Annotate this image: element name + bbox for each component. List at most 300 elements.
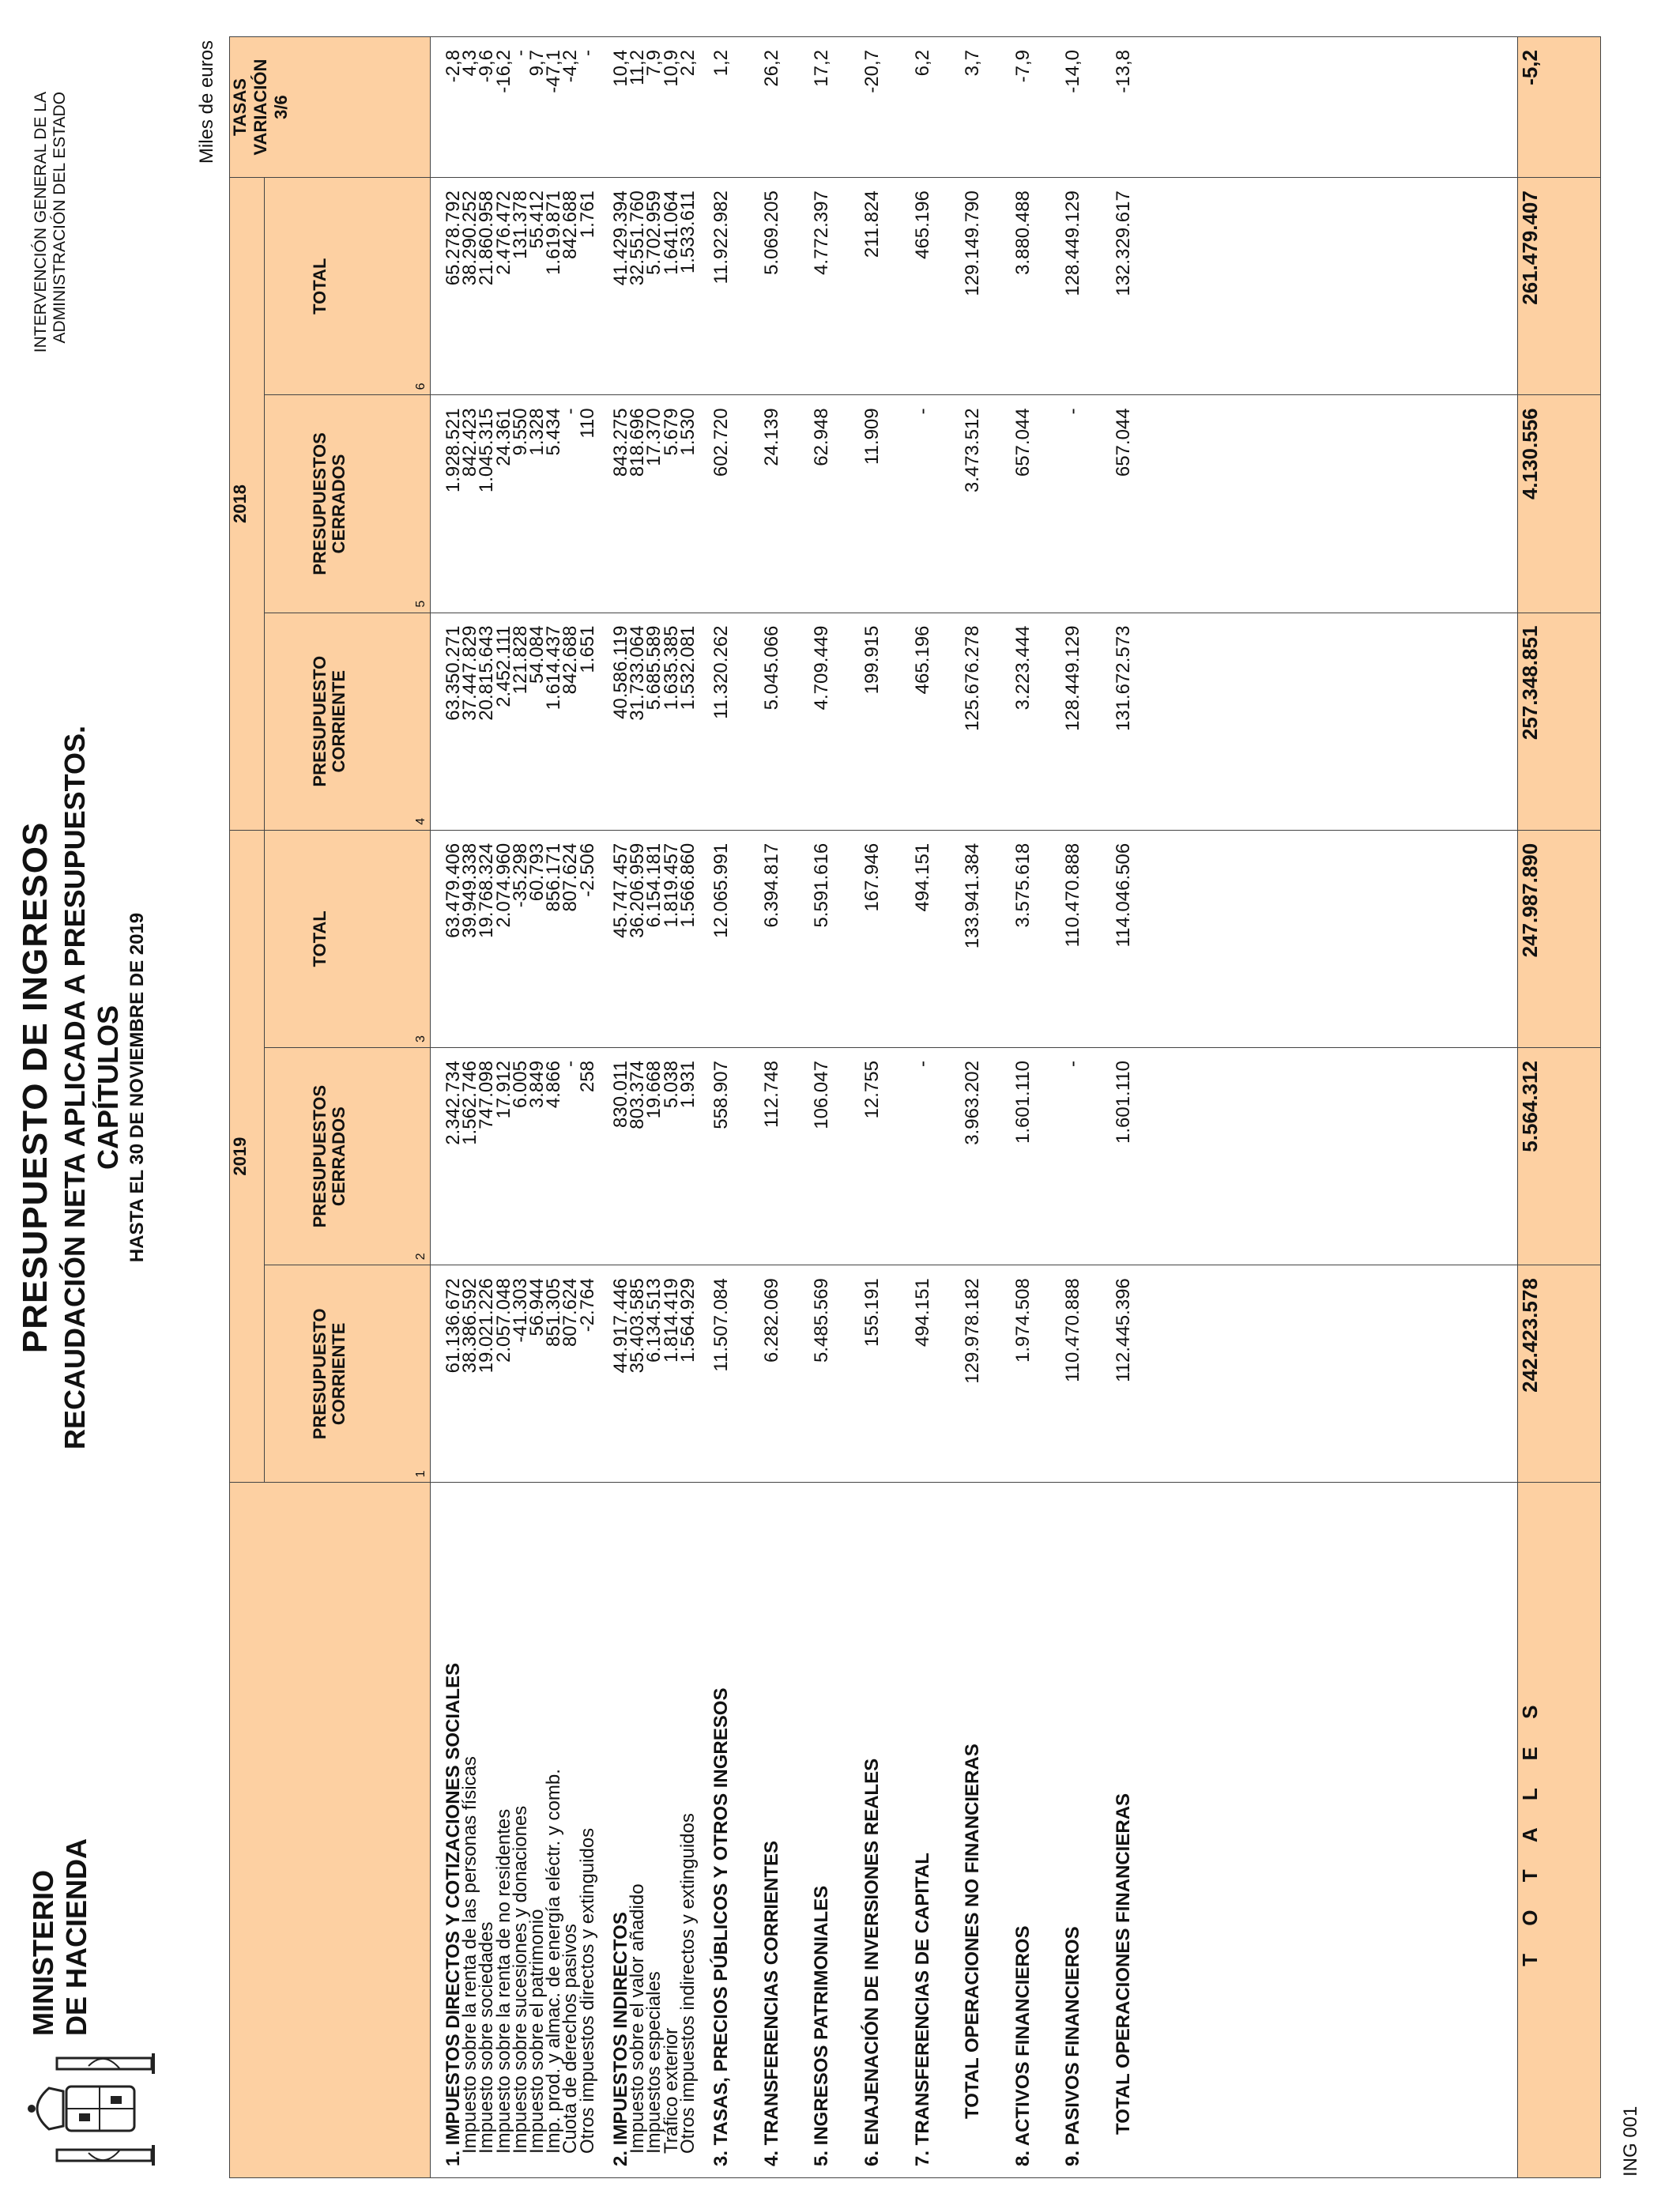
report-title: PRESUPUESTO DE INGRESOS bbox=[16, 821, 55, 1354]
cell-value: 258 bbox=[576, 1061, 598, 1093]
subcategory-label: Impuesto sobre la renta de no residentes bbox=[492, 1808, 514, 2154]
cell-value: 56.944 bbox=[526, 1278, 548, 1336]
row-spacer bbox=[831, 1278, 864, 1482]
row-spacer bbox=[1031, 190, 1064, 394]
revenue-table bbox=[229, 36, 1601, 2178]
col-2019-cerrados bbox=[265, 1048, 431, 1265]
subcategory-label: Impuesto sobre el valor añadido bbox=[627, 1883, 649, 2154]
totals-value: 247.987.890 bbox=[1518, 830, 1601, 1047]
cell-value: - bbox=[911, 408, 933, 415]
row-spacer bbox=[931, 843, 964, 1047]
cell-value: 6.005 bbox=[509, 1061, 531, 1109]
cell-value: 19.021.226 bbox=[476, 1278, 498, 1374]
cell-value: 155.191 bbox=[861, 1278, 883, 1347]
cell-value: 12.065.991 bbox=[710, 843, 733, 938]
cell-value: 63.350.271 bbox=[443, 625, 464, 721]
row-spacer bbox=[1031, 1278, 1064, 1482]
row-spacer bbox=[1082, 408, 1115, 612]
row-spacer bbox=[931, 1487, 964, 2166]
cell-value: 40.586.119 bbox=[610, 625, 632, 719]
cell-value: 114.046.506 bbox=[1112, 843, 1134, 948]
cell-value: 2.074.960 bbox=[492, 843, 514, 928]
row-spacer bbox=[981, 1061, 1014, 1265]
cell-value: 11.909 bbox=[861, 408, 883, 465]
cell-value: 62.948 bbox=[811, 408, 833, 466]
cell-value: 558.907 bbox=[710, 1061, 733, 1129]
row-spacer bbox=[831, 408, 864, 612]
values-2019-corriente bbox=[431, 1265, 1518, 1483]
cell-value: 37.447.829 bbox=[459, 625, 481, 721]
cell-value: -16,2 bbox=[492, 50, 514, 93]
cell-value: 19.768.324 bbox=[476, 843, 498, 938]
cell-value: 24.139 bbox=[760, 408, 782, 466]
row-spacer bbox=[931, 408, 964, 612]
cell-value: 133.941.384 bbox=[962, 843, 984, 949]
ministry-line-2: DE HACIENDA bbox=[60, 1838, 92, 2036]
cell-value: 3.575.618 bbox=[1011, 843, 1034, 928]
col-2019-total bbox=[265, 830, 431, 1047]
cell-value: 4.772.397 bbox=[811, 190, 833, 275]
totals-value: 257.348.851 bbox=[1518, 613, 1601, 830]
row-spacer bbox=[1031, 1061, 1064, 1265]
cell-value: 17,2 bbox=[811, 50, 833, 87]
cell-value: 5.069.205 bbox=[760, 190, 782, 275]
row-spacer bbox=[831, 843, 864, 1047]
row-spacer bbox=[780, 1061, 813, 1265]
row-spacer bbox=[780, 1487, 813, 2166]
cell-value: 1.931 bbox=[676, 1061, 699, 1109]
cell-value: 842.688 bbox=[559, 625, 582, 695]
cell-value: 3.880.488 bbox=[1011, 190, 1034, 275]
cell-value: 24.361 bbox=[492, 408, 514, 466]
cell-value: 17.912 bbox=[492, 1061, 514, 1119]
values-2019-cerrados bbox=[431, 1048, 1518, 1265]
cell-value: 121.828 bbox=[509, 625, 531, 695]
row-spacer bbox=[981, 1278, 1014, 1482]
cell-value: 7,9 bbox=[643, 50, 665, 77]
row-spacer bbox=[831, 1487, 864, 2166]
row-spacer bbox=[931, 50, 964, 177]
totals-value: 261.479.407 bbox=[1518, 178, 1601, 395]
row-spacer bbox=[981, 50, 1014, 177]
report-title-block bbox=[16, 692, 149, 1483]
cell-value: 842.688 bbox=[559, 190, 582, 259]
cell-value: 6.282.069 bbox=[760, 1278, 782, 1363]
row-spacer bbox=[729, 1487, 763, 2166]
cell-value: -2.506 bbox=[576, 843, 598, 897]
organization-line-2: ADMINISTRACIÓN DEL ESTADO bbox=[51, 92, 69, 344]
row-spacer bbox=[729, 843, 763, 1047]
cell-value: 41.429.394 bbox=[610, 190, 632, 286]
row-spacer bbox=[1031, 50, 1064, 177]
cell-value: 2.476.472 bbox=[492, 190, 514, 275]
cell-value: 494.151 bbox=[911, 1278, 933, 1347]
cell-value: 10,4 bbox=[610, 50, 632, 87]
col-2018-corriente bbox=[265, 613, 431, 830]
row-spacer bbox=[780, 408, 813, 612]
cell-value: 818.696 bbox=[627, 408, 649, 477]
cell-value: 2.452.111 bbox=[492, 625, 514, 707]
cell-value: 199.915 bbox=[861, 625, 883, 695]
cell-value: 9.550 bbox=[509, 408, 531, 456]
col-label: PRESUPUESTO CORRIENTE bbox=[310, 1308, 348, 1440]
cell-value: - bbox=[559, 408, 582, 415]
cell-value: 3.963.202 bbox=[962, 1061, 984, 1145]
cell-value: 1.601.110 bbox=[1011, 1061, 1034, 1144]
cell-value: 128.449.129 bbox=[1062, 190, 1084, 296]
cell-value: - bbox=[576, 50, 598, 56]
totals-value: -5,2 bbox=[1518, 37, 1601, 178]
chapter-label: 5. INGRESOS PATRIMONIALES bbox=[811, 1885, 833, 2166]
cell-value: 11.507.084 bbox=[710, 1278, 733, 1372]
subtotal-label: TOTAL OPERACIONES FINANCIERAS bbox=[1112, 1793, 1134, 2135]
row-spacer bbox=[931, 190, 964, 394]
totals-row bbox=[1518, 37, 1601, 2178]
cell-value: 54.084 bbox=[526, 625, 548, 684]
col-2018-total bbox=[265, 178, 431, 395]
cell-value: 657.044 bbox=[1112, 408, 1134, 477]
cell-value: -14,0 bbox=[1062, 50, 1084, 93]
row-spacer bbox=[981, 843, 1014, 1047]
row-spacer bbox=[1082, 1278, 1115, 1482]
row-spacer bbox=[981, 190, 1014, 394]
cell-value: 5.434 bbox=[543, 408, 565, 456]
row-spacer bbox=[880, 408, 913, 612]
cell-value: -9,6 bbox=[476, 50, 498, 83]
row-spacer bbox=[729, 190, 763, 394]
values-variation-rate bbox=[431, 37, 1518, 178]
cell-value: 830.011 bbox=[610, 1061, 632, 1128]
row-spacer bbox=[729, 1278, 763, 1482]
cell-value: 6.134.513 bbox=[643, 1278, 665, 1363]
year-2019-header: 2019 bbox=[230, 830, 265, 1483]
col-number: 2 bbox=[414, 1253, 428, 1261]
row-spacer bbox=[1082, 190, 1115, 394]
cell-value: 1.819.457 bbox=[660, 843, 682, 928]
cell-value: 2,2 bbox=[676, 50, 699, 77]
totals-value: 4.130.556 bbox=[1518, 395, 1601, 613]
row-spacer bbox=[729, 408, 763, 612]
cell-value: 5.685.589 bbox=[643, 625, 665, 711]
cell-value: 1.761 bbox=[576, 190, 598, 239]
cell-value: 5.679 bbox=[660, 408, 682, 456]
cell-value: 1.651 bbox=[576, 625, 598, 673]
cell-value: 167.946 bbox=[861, 843, 883, 912]
cell-value: 1.635.385 bbox=[660, 625, 682, 711]
cell-value: 602.720 bbox=[710, 408, 733, 477]
cell-value: -41.303 bbox=[509, 1278, 531, 1343]
cell-value: -35.298 bbox=[509, 843, 531, 908]
values-2018-total bbox=[431, 178, 1518, 395]
header-blank-cell bbox=[230, 1483, 431, 2178]
cell-value: 44.917.446 bbox=[610, 1278, 632, 1374]
cell-value: -7,9 bbox=[1011, 50, 1034, 83]
cell-value: - bbox=[1062, 408, 1084, 415]
cell-value: 6.394.817 bbox=[760, 843, 782, 928]
cell-value: 1.619.871 bbox=[543, 190, 565, 275]
row-spacer bbox=[831, 626, 864, 830]
col-number: 4 bbox=[414, 817, 428, 825]
row-spacer bbox=[1082, 1487, 1115, 2166]
cell-value: 1.564.929 bbox=[676, 1278, 699, 1363]
subtotal-label: TOTAL OPERACIONES NO FINANCIERAS bbox=[962, 1744, 984, 2119]
row-spacer bbox=[780, 843, 813, 1047]
cell-value: 11,2 bbox=[627, 50, 649, 85]
cell-value: 803.374 bbox=[627, 1061, 649, 1129]
cell-value: 1.530 bbox=[676, 408, 699, 456]
chapter-label: 8. ACTIVOS FINANCIEROS bbox=[1011, 1925, 1034, 2166]
row-spacer bbox=[931, 626, 964, 830]
col-number: 6 bbox=[414, 383, 428, 390]
cell-value: 63.479.406 bbox=[443, 843, 464, 938]
organization-name bbox=[32, 92, 70, 495]
cell-value: 1.532.081 bbox=[676, 625, 699, 711]
row-spacer bbox=[780, 626, 813, 830]
units-note: Miles de euros bbox=[196, 40, 217, 164]
cell-value: 1.562.746 bbox=[459, 1061, 481, 1145]
cell-value: 5.038 bbox=[660, 1061, 682, 1109]
cell-value: 21.860.958 bbox=[476, 190, 498, 286]
cell-value: 851.305 bbox=[543, 1278, 565, 1347]
cell-value: 131.378 bbox=[509, 190, 531, 259]
subcategory-label: Impuestos especiales bbox=[643, 1971, 665, 2154]
cell-value: 39.949.338 bbox=[459, 843, 481, 938]
cell-value: 6,2 bbox=[911, 50, 933, 77]
row-spacer bbox=[981, 626, 1014, 830]
col-label: PRESUPUESTOS CERRADOS bbox=[310, 432, 348, 575]
cell-value: 807.624 bbox=[559, 843, 582, 912]
cell-value: 1.928.521 bbox=[443, 408, 464, 493]
totals-value: 242.423.578 bbox=[1518, 1265, 1601, 1483]
col-number: 3 bbox=[414, 1035, 428, 1043]
cell-value: 129.149.790 bbox=[962, 190, 984, 296]
row-spacer bbox=[729, 50, 763, 177]
row-spacer bbox=[880, 190, 913, 394]
row-spacer bbox=[880, 1061, 913, 1265]
cell-value: 1,2 bbox=[710, 50, 733, 77]
cell-value: 112.445.396 bbox=[1112, 1278, 1134, 1382]
chapter-label: 7. TRANSFERENCIAS DE CAPITAL bbox=[911, 1853, 933, 2166]
cell-value: 106.047 bbox=[811, 1061, 833, 1129]
cell-value: 465.196 bbox=[911, 190, 933, 259]
row-spacer bbox=[729, 626, 763, 830]
cell-value: 5.702.959 bbox=[643, 190, 665, 275]
cell-value: -2,8 bbox=[443, 50, 464, 83]
col-2019-corriente bbox=[265, 1265, 431, 1483]
coat-of-arms-logo bbox=[17, 2042, 179, 2177]
col-number: 1 bbox=[414, 1470, 428, 1478]
col-label: TOTAL bbox=[310, 258, 330, 315]
cell-value: 747.098 bbox=[476, 1061, 498, 1129]
row-spacer bbox=[931, 1278, 964, 1482]
cell-value: 11.320.262 bbox=[710, 625, 733, 719]
row-spacer bbox=[1031, 1487, 1064, 2166]
row-spacer bbox=[831, 190, 864, 394]
subcategory-label: Impuesto sobre la renta de las personas físicas bbox=[459, 1756, 481, 2154]
cell-value: 4.709.449 bbox=[811, 625, 833, 711]
cell-value: 1.814.419 bbox=[660, 1278, 682, 1363]
cell-value: 20.815.643 bbox=[476, 625, 498, 721]
cell-value: 11.922.982 bbox=[710, 190, 733, 285]
cell-value: 35.403.585 bbox=[627, 1278, 649, 1374]
row-spacer bbox=[880, 1278, 913, 1482]
values-2018-cerrados bbox=[431, 395, 1518, 613]
cell-value: 61.136.672 bbox=[443, 1278, 464, 1374]
cell-value: -4,2 bbox=[559, 50, 582, 83]
row-spacer bbox=[880, 843, 913, 1047]
cell-value: 494.151 bbox=[911, 843, 933, 912]
table-body-row bbox=[431, 37, 1518, 2178]
cell-value: 110.470.888 bbox=[1062, 1278, 1084, 1382]
cell-value: 6.154.181 bbox=[643, 843, 665, 928]
row-spacer bbox=[831, 1061, 864, 1265]
row-spacer bbox=[880, 50, 913, 177]
cell-value: 2.342.734 bbox=[443, 1061, 464, 1145]
cell-value: 65.278.792 bbox=[443, 190, 464, 286]
cell-value: 26,2 bbox=[760, 50, 782, 87]
cell-value: 842.423 bbox=[459, 408, 481, 477]
cell-value: - bbox=[509, 50, 531, 56]
row-spacer bbox=[729, 1061, 763, 1265]
col-2018-cerrados bbox=[265, 395, 431, 613]
report-date: HASTA EL 30 DE NOVIEMBRE DE 2019 bbox=[126, 912, 148, 1263]
cell-value: 843.275 bbox=[610, 408, 632, 477]
cell-value: 1.614.437 bbox=[543, 625, 565, 711]
ministry-name bbox=[27, 1838, 93, 2036]
cell-value: 1.641.064 bbox=[660, 190, 682, 275]
row-spacer bbox=[1082, 50, 1115, 177]
cell-value: 1.045.315 bbox=[476, 408, 498, 493]
cell-value: 32.551.760 bbox=[627, 190, 649, 286]
cell-value: - bbox=[1062, 1061, 1084, 1068]
cell-value: 3.849 bbox=[526, 1061, 548, 1109]
cell-value: 4.866 bbox=[543, 1061, 565, 1109]
col-label: PRESUPUESTO CORRIENTE bbox=[310, 655, 348, 787]
cell-value: 211.824 bbox=[861, 190, 883, 258]
cell-value: 110.470.888 bbox=[1062, 843, 1084, 948]
cell-value: 5.591.616 bbox=[811, 843, 833, 928]
cell-value: 132.329.617 bbox=[1112, 190, 1134, 296]
chapter-label: 1. IMPUESTOS DIRECTOS Y COTIZACIONES SOCIALES bbox=[443, 1662, 464, 2166]
cell-value: 657.044 bbox=[1011, 408, 1034, 477]
cell-value: 1.566.860 bbox=[676, 843, 699, 928]
row-spacer bbox=[780, 190, 813, 394]
col-label: PRESUPUESTOS CERRADOS bbox=[310, 1084, 348, 1228]
totals-value: 5.564.312 bbox=[1518, 1048, 1601, 1265]
organization-line-1: INTERVENCIÓN GENERAL DE LA bbox=[32, 92, 50, 353]
row-spacer bbox=[880, 626, 913, 830]
row-spacer bbox=[1082, 843, 1115, 1047]
row-spacer bbox=[780, 50, 813, 177]
variation-rate-header: TASAS VARIACIÓN 3/6 bbox=[230, 37, 431, 178]
cell-value: 3.473.512 bbox=[962, 408, 984, 493]
cell-value: 1.328 bbox=[526, 408, 548, 456]
cell-value: 38.386.592 bbox=[459, 1278, 481, 1374]
cell-value: 2.057.048 bbox=[492, 1278, 514, 1363]
row-spacer bbox=[981, 1487, 1014, 2166]
values-2018-corriente bbox=[431, 613, 1518, 830]
cell-value: 1.974.508 bbox=[1011, 1278, 1034, 1363]
col-label: TOTAL bbox=[310, 910, 330, 967]
chapter-label: 3. TASAS, PRECIOS PÚBLICOS Y OTROS INGRESOS bbox=[710, 1687, 733, 2166]
cell-value: 38.290.252 bbox=[459, 190, 481, 286]
subcategory-label: Impuesto sobre el patrimonio bbox=[526, 1909, 548, 2154]
row-spacer bbox=[780, 1278, 813, 1482]
cell-value: 12.755 bbox=[861, 1061, 883, 1119]
cell-value: 5.045.066 bbox=[760, 625, 782, 711]
cell-value: 807.624 bbox=[559, 1278, 582, 1347]
row-spacer bbox=[1031, 843, 1064, 1047]
subcategory-label: Imp. prod. y almac. de energía eléctr. y comb. bbox=[543, 1769, 565, 2154]
cell-value: -20,7 bbox=[861, 50, 883, 93]
subcategory-label: Cuota de derechos pasivos bbox=[559, 1924, 582, 2154]
subcategory-label: Otros impuestos indirectos y extinguidos bbox=[676, 1813, 699, 2154]
subcategory-label: Impuesto sobre sucesiones y donaciones bbox=[509, 1805, 531, 2154]
cell-value: 856.171 bbox=[543, 843, 565, 912]
cell-value: 36.206.959 bbox=[627, 843, 649, 938]
report-subtitle: RECAUDACIÓN NETA APLICADA A PRESUPUESTOS. CAPÍTULOS bbox=[58, 725, 124, 1450]
year-2018-header: 2018 bbox=[230, 178, 265, 831]
subcategory-label: Tráfico exterior bbox=[660, 2027, 682, 2154]
cell-value: 4,3 bbox=[459, 50, 481, 77]
cell-value: 129.978.182 bbox=[962, 1278, 984, 1384]
cell-value: -2.764 bbox=[576, 1278, 598, 1333]
col-number: 5 bbox=[414, 600, 428, 608]
chapter-label: 4. TRANSFERENCIAS CORRIENTES bbox=[760, 1840, 782, 2166]
cell-value: 125.676.278 bbox=[962, 625, 984, 732]
cell-value: 3.223.444 bbox=[1011, 625, 1034, 711]
row-spacer bbox=[1082, 626, 1115, 830]
totals-label: T O T A L E S bbox=[1518, 1483, 1601, 2178]
cell-value: 45.747.457 bbox=[610, 843, 632, 938]
cell-value: 31.733.064 bbox=[627, 625, 649, 721]
subcategory-label: Otros impuestos directos y extinguidos bbox=[576, 1827, 598, 2154]
values-2019-total bbox=[431, 830, 1518, 1047]
cell-value: 465.196 bbox=[911, 625, 933, 695]
row-spacer bbox=[1031, 408, 1064, 612]
chapter-label: 2. IMPUESTOS INDIRECTOS bbox=[610, 1912, 632, 2166]
ministry-line-1: MINISTERIO bbox=[27, 1869, 59, 2036]
form-code: ING 001 bbox=[1620, 2105, 1641, 2177]
cell-value: 131.672.573 bbox=[1112, 625, 1134, 732]
row-spacer bbox=[981, 408, 1014, 612]
cell-value: 112.748 bbox=[760, 1061, 782, 1128]
row-spacer bbox=[931, 1061, 964, 1265]
row-spacer bbox=[1082, 1061, 1115, 1265]
cell-value: 17.370 bbox=[643, 408, 665, 466]
cell-value: 3,7 bbox=[962, 50, 984, 77]
subcategory-label: Impuesto sobre sociedades bbox=[476, 1921, 498, 2154]
cell-value: 5.485.569 bbox=[811, 1278, 833, 1363]
row-spacer bbox=[880, 1487, 913, 2166]
row-spacer bbox=[831, 50, 864, 177]
category-column bbox=[431, 1483, 1518, 2178]
cell-value: -47,1 bbox=[543, 50, 565, 93]
cell-value: 1.601.110 bbox=[1112, 1061, 1134, 1144]
chapter-label: 6. ENAJENACIÓN DE INVERSIONES REALES bbox=[861, 1758, 883, 2166]
cell-value: 9,7 bbox=[526, 50, 548, 77]
cell-value: 60.793 bbox=[526, 843, 548, 902]
cell-value: 55.412 bbox=[526, 190, 548, 249]
cell-value: 1.533.611 bbox=[676, 190, 699, 274]
cell-value: 128.449.129 bbox=[1062, 625, 1084, 732]
cell-value: -13,8 bbox=[1112, 50, 1134, 93]
row-spacer bbox=[1031, 626, 1064, 830]
cell-value: - bbox=[911, 1061, 933, 1068]
cell-value: 10,9 bbox=[660, 50, 682, 87]
cell-value: - bbox=[559, 1061, 582, 1068]
cell-value: 19.668 bbox=[643, 1061, 665, 1119]
